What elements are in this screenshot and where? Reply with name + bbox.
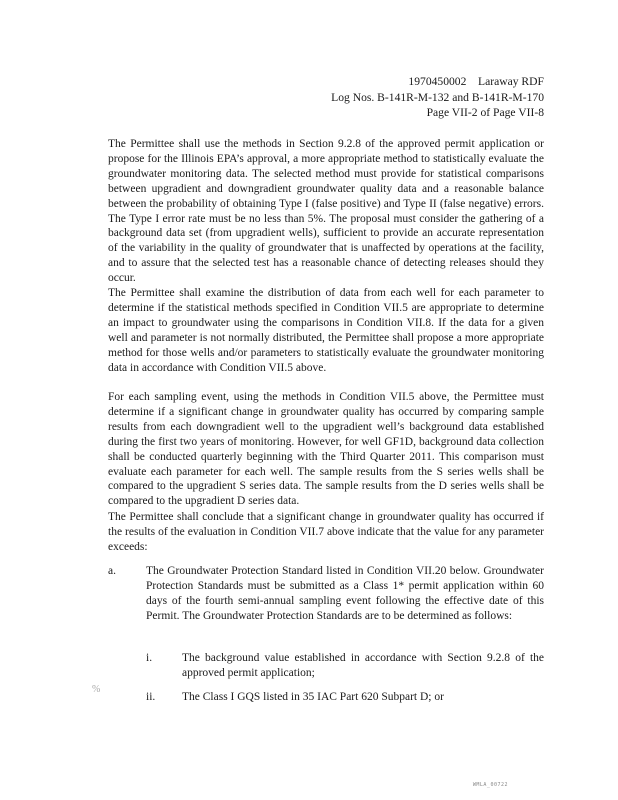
header-permit-number: 1970450002 Laraway RDF	[408, 75, 544, 88]
paragraph-statistical-methods: The Permittee shall use the methods in Section 9.2.8 of the approved permit application or propose for the Illinois EPA’s approval, a more appropriate method to statistically evaluate the groundwater monitoring data. The selected method must provide for statistical comparisons between upgradient and downgradient groundwater quality data and a reasonable balance between the probability of obtaining Type I (false positive) and Type II (false negative) errors. The Type I error rate must be no less than 5%. The proposal must consider the gathering of a background data set (from upgradient wells), sufficient to provide an accurate representation of the variability in the quality of groundwater that is unaffected by operations at the facility, and to assure that the selected test has a reasonable chance of detecting releases should they occur.	[108, 138, 544, 285]
sub-item-text: The background value established in accordance with Section 9.2.8 of the approved permit application;	[182, 652, 544, 679]
bates-stamp: WMLA_00722	[472, 782, 508, 788]
sub-item-text: The Class I GQS listed in 35 IAC Part 620 Subpart D; or	[182, 691, 444, 703]
header-log-numbers: Log Nos. B-141R-M-132 and B-141R-M-170	[331, 90, 544, 104]
scan-artifact: %	[92, 684, 101, 695]
list-marker: a.	[108, 565, 116, 577]
header-page-number: Page VII-2 of Page VII-8	[426, 106, 544, 119]
list-item-text: The Groundwater Protection Standard listed in Condition VII.20 below. Groundwater Protection Standards must be submitted as a Class 1* permit application within 60 days of the fourth semi-annual sampling event following the effective date of this Permit. The Groundwater Protection Standards are to be determined as follows:	[146, 565, 544, 622]
sub-item-marker: i.	[146, 652, 153, 664]
paragraph-data-distribution: The Permittee shall examine the distribution of data from each well for each parameter to determine if the statistical methods specified in Condition VII.5 are appropriate to determine an impact to groundwater using the comparisons in Condition VII.8. If the data for a given well and parameter is not normally distributed, the Permittee shall propose a more appropriate method for those wells and/or parameters to statistically evaluate the groundwater monitoring data in accordance with Condition VII.5 above.	[108, 287, 544, 374]
paragraph-significant-change: The Permittee shall conclude that a significant change in groundwater quality has occurred if the results of the evaluation in Condition VII.7 above indicate that the value for any parameter exceeds:	[108, 511, 544, 553]
paragraph-sampling-event: For each sampling event, using the methods in Condition VII.5 above, the Permittee must determine if a significant change in groundwater quality has occurred by comparing sample results from each downgradient well to the upgradient well’s background data established during the first two years of monitoring. However, for well GF1D, background data collection shall be conducted quarterly beginning with the Third Quarter 2011. This comparison must evaluate each parameter for each well. The sample results from the S series wells shall be compared to the upgradient S series data. The sample results from the D series wells shall be compared to the upgradient D series data.	[108, 391, 544, 508]
page-header	[331, 74, 544, 121]
sub-item-marker: ii.	[146, 691, 156, 703]
